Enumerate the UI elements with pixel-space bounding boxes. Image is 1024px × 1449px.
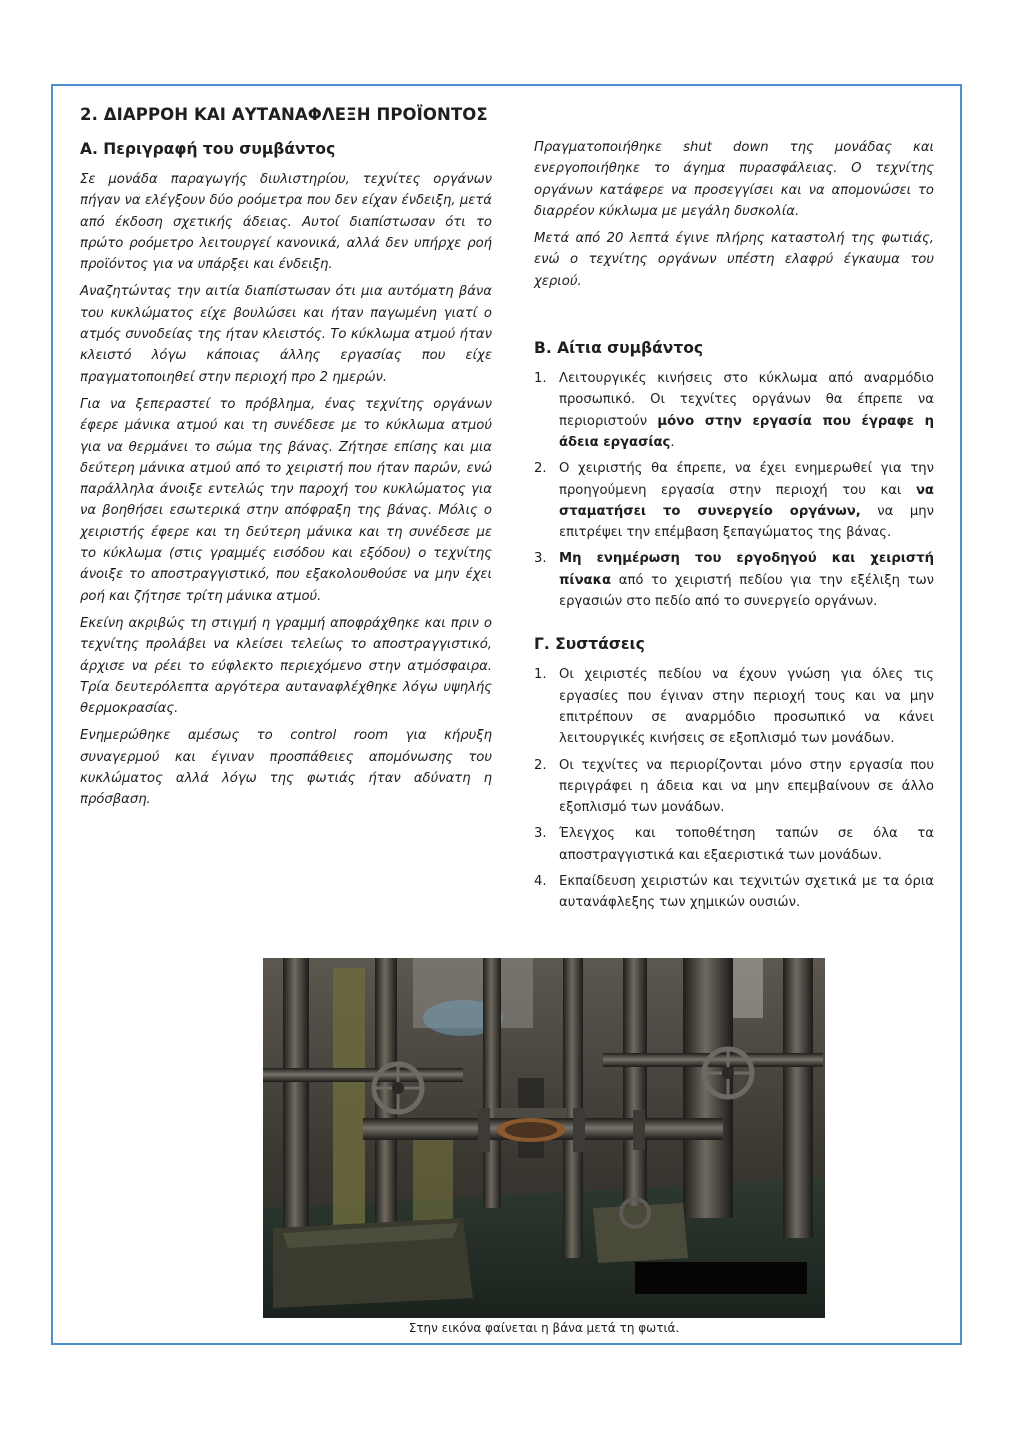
right-column [534,137,934,919]
paragraph: Για να ξεπεραστεί το πρόβλημα, ένας τεχνίτης οργάνων έφερε μάνικα ατμού και τη συνέδεσε με το κύκλωμα ατμού για να θερμάνει το σώμα της βάνας. Ζήτησε επίσης και μια δεύτερη μάνικα ατμού από το χειριστή που ήταν παρών, ενώ παράλληλα άνοιξε εντελώς την παροχή του κυκλώματος για να βοηθήσει εσωτερικά στην απόφραξη της βάνας. Μόλις ο χειριστής έφερε και τη δεύτερη μάνικα και τη συνέδεσε με το κύκλωμα (στις γραμμές εισόδου και εξόδου) ο τεχνίτης άνοιξε το αποστραγγιστικό, που εξακολουθούσε να μην έχει ροή και ζήτησε τρίτη μάνικα ατμού. [80,396,492,604]
section-a-title: Α. Περιγραφή του συμβάντος [80,140,336,158]
list-item: 3. Έλεγχος και τοποθέτηση ταπών σε όλα τα αποστραγγιστικά και εξαεριστικά των μονάδων. [534,826,934,863]
valve-photo [263,958,825,1318]
paragraph: Αναζητώντας την αιτία διαπίστωσαν ότι μια αυτόματη βάνα του κυκλώματος είχε βουλώσει και ήταν παγωμένη γιατί ο ατμός συνοδείας της ήταν κλειστός. Το κύκλωμα ατμού ήταν κλειστό λόγω κάποιας άλλης εργασίας που είχε πραγματοποιηθεί στην περιοχή προ 2 ημερών. [80,284,492,385]
list-item: 2. Ο χειριστής θα έπρεπε, να έχει ενημερωθεί για την προηγούμενη εργασία στην περιοχή του και να σταματήσει το συνεργείο οργάνων, να μην επιτρέψει την επέμβαση ξεπαγώματος της βάνας. [534,461,934,541]
paragraph: Μετά από 20 λεπτά έγινε πλήρης καταστολή της φωτιάς, ενώ ο τεχνίτης οργάνων υπέστη ελαφρύ έγκαυμα του χεριού. [534,231,934,289]
photo-caption: Στην εικόνα φαίνεται η βάνα μετά τη φωτιά. [408,1321,680,1335]
list-item: 3. Μη ενημέρωση του εργοδηγού και χειριστή πίνακα από το χειριστή πεδίου για την εξέλιξη των εργασιών στο πεδίο από το συνεργείο οργάνων. [534,551,934,610]
paragraph: Πραγματοποιήθηκε shut down της μονάδας και ενεργοποιήθηκε το άγημα πυρασφάλειας. Ο τεχνίτης οργάνων κατάφερε να προσεγγίσει και να απομονώσει το διαρρέον κύκλωμα με μεγάλη δυσκολία. [534,140,934,219]
list-item: 1. Οι χειριστές πεδίου να έχουν γνώση για όλες τις εργασίες που έγιναν στην περιοχή τους και να μην επιτρέπουν σε αναρμόδιο προσωπικό να κάνει λειτουργικές κινήσεις σε εξοπλισμό των μονάδων. [534,667,934,747]
section-b-title: Β. Αίτια συμβάντος [534,339,704,358]
list-item: 4. Εκπαίδευση χειριστών και τεχνιτών σχετικά με τα όρια αυτανάφλεξης των χημικών ουσιών. [534,874,934,911]
causes-list [534,368,934,612]
paragraph: Ενημερώθηκε αμέσως το control room για κήρυξη συναγερμού και έγιναν προσπάθειες απομόνωσης του κυκλώματος αλλά λόγω της φωτιάς ήταν αδύνατη η πρόσβαση. [80,728,492,808]
recommendations-list [534,664,934,913]
section-c-title: Γ. Συστάσεις [534,635,645,654]
paragraph: Σε μονάδα παραγωγής διυλιστηρίου, τεχνίτες οργάνων πήγαν να ελέγξουν δύο ροόμετρα που δεν είχαν ένδειξη, μετά από έκδοση σχετικής άδειας. Αυτοί διαπίστωσαν ότι το πρώτο ροόμετρο λειτουργεί κανονικά, αλλά δεν υπήρχε ροή προϊόντος για να υπάρξει και ένδειξη. [80,172,492,273]
left-column [80,104,492,817]
list-item: 1. Λειτουργικές κινήσεις στο κύκλωμα από αναρμόδιο προσωπικό. Οι τεχνίτες οργάνων θα έπρεπε να περιοριστούν μόνο στην εργασία που έγραφε η άδεια εργασίας. [534,371,934,450]
list-item: 2. Οι τεχνίτες να περιορίζονται μόνο στην εργασία που περιγράφει η άδεια και να μην επεμβαίνουν σε άλλο εξοπλισμό των μονάδων. [534,757,934,816]
valve-photo-illustration [263,958,825,1318]
page-heading: 2. ΔΙΑΡΡΟΗ ΚΑΙ ΑΥΤΑΝΑΦΛΕΞΗ ΠΡΟΪΟΝΤΟΣ [80,105,488,124]
paragraph: Εκείνη ακριβώς τη στιγμή η γραμμή αποφράχθηκε και πριν ο τεχνίτης προλάβει να κλείσει τελείως το αποστραγγιστικό, άρχισε να ρέει το εύφλεκτο περιεχόμενο στην ατμόσφαιρα. Τρία δευτερόλεπτα αργότερα αυταναφλέχθηκε λόγω υψηλής θερμοκρασίας. [80,615,492,717]
